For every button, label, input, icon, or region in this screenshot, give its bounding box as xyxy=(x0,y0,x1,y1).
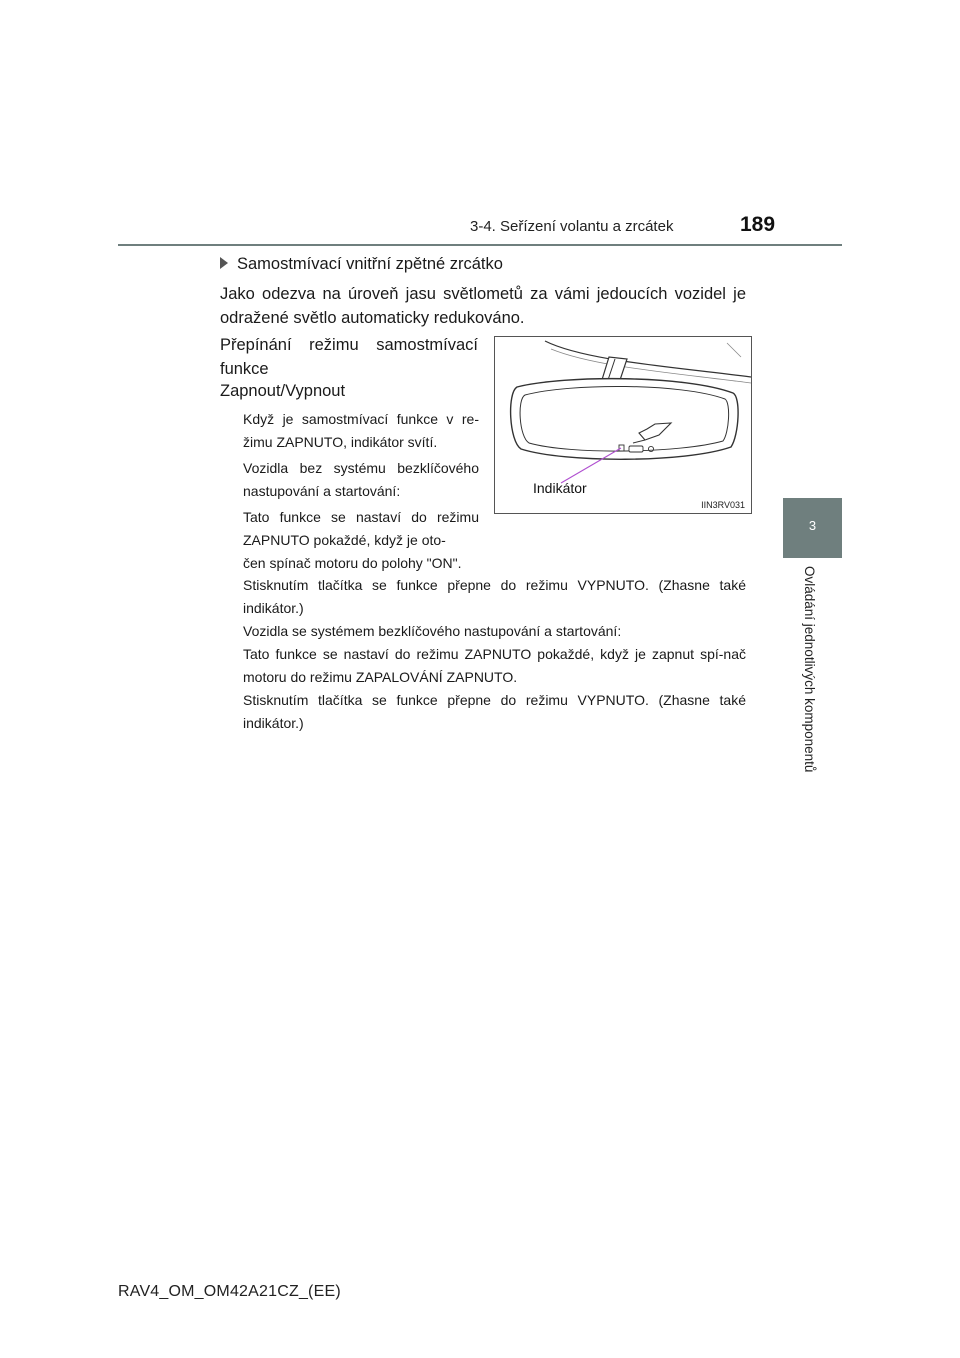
mirror-figure xyxy=(494,336,752,514)
chapter-title: Ovládání jednotlivých komponentů xyxy=(802,566,817,773)
header-section-title: 3-4. Seřízení volantu a zrcátek xyxy=(470,218,674,235)
toggle-label: Zapnout/Vypnout xyxy=(220,382,346,400)
mode-switch-title: Přepínání režimu samostmívací funkce xyxy=(220,336,478,378)
section-heading-text: Samostmívací vnitřní zpětné zrcátko xyxy=(237,255,503,273)
note-indicator-on: Když je samostmívací funkce v re-žimu ZAPNUTO, indikátor svítí. xyxy=(243,411,479,450)
note-nokey-body-end: čen spínač motoru do polohy "ON". xyxy=(243,555,462,571)
note-nokey-body: Tato funkce se nastaví do režimu ZAPNUTO pokaždé, když je oto- xyxy=(243,509,479,548)
note-key-heading: Vozidla se systémem bezklíčového nastupování a startování: xyxy=(243,623,622,639)
page-number: 189 xyxy=(740,213,776,236)
section-heading xyxy=(220,255,503,274)
note-nokey-heading: Vozidla bez systému bezklíčového nastupování a startování: xyxy=(243,460,479,499)
note-key-press: Stisknutím tlačítka se funkce přepne do režimu VYPNUTO. (Zhasne také indikátor.) xyxy=(243,692,746,731)
triangle-bullet-icon xyxy=(220,257,228,269)
intro-paragraph: Jako odezva na úroveň jasu světlometů za vámi jedoucích vozidel je odražené světlo automaticky redukováno. xyxy=(220,285,746,327)
figure-code: IIN3RV031 xyxy=(701,500,745,510)
note-nokey-press: Stisknutím tlačítka se funkce přepne do režimu VYPNUTO. (Zhasne také indikátor.) xyxy=(243,577,746,616)
chapter-number: 3 xyxy=(808,518,817,533)
document-code: RAV4_OM_OM42A21CZ_(EE) xyxy=(118,1283,341,1300)
note-key-body: Tato funkce se nastaví do režimu ZAPNUTO pokaždé, když je zapnut spí-nač motoru do režimu ZAPALOVÁNÍ ZAPNUTO. xyxy=(243,646,746,685)
chapter-tab xyxy=(783,498,842,558)
indicator-label: Indikátor xyxy=(533,480,587,496)
header-divider xyxy=(118,244,842,246)
